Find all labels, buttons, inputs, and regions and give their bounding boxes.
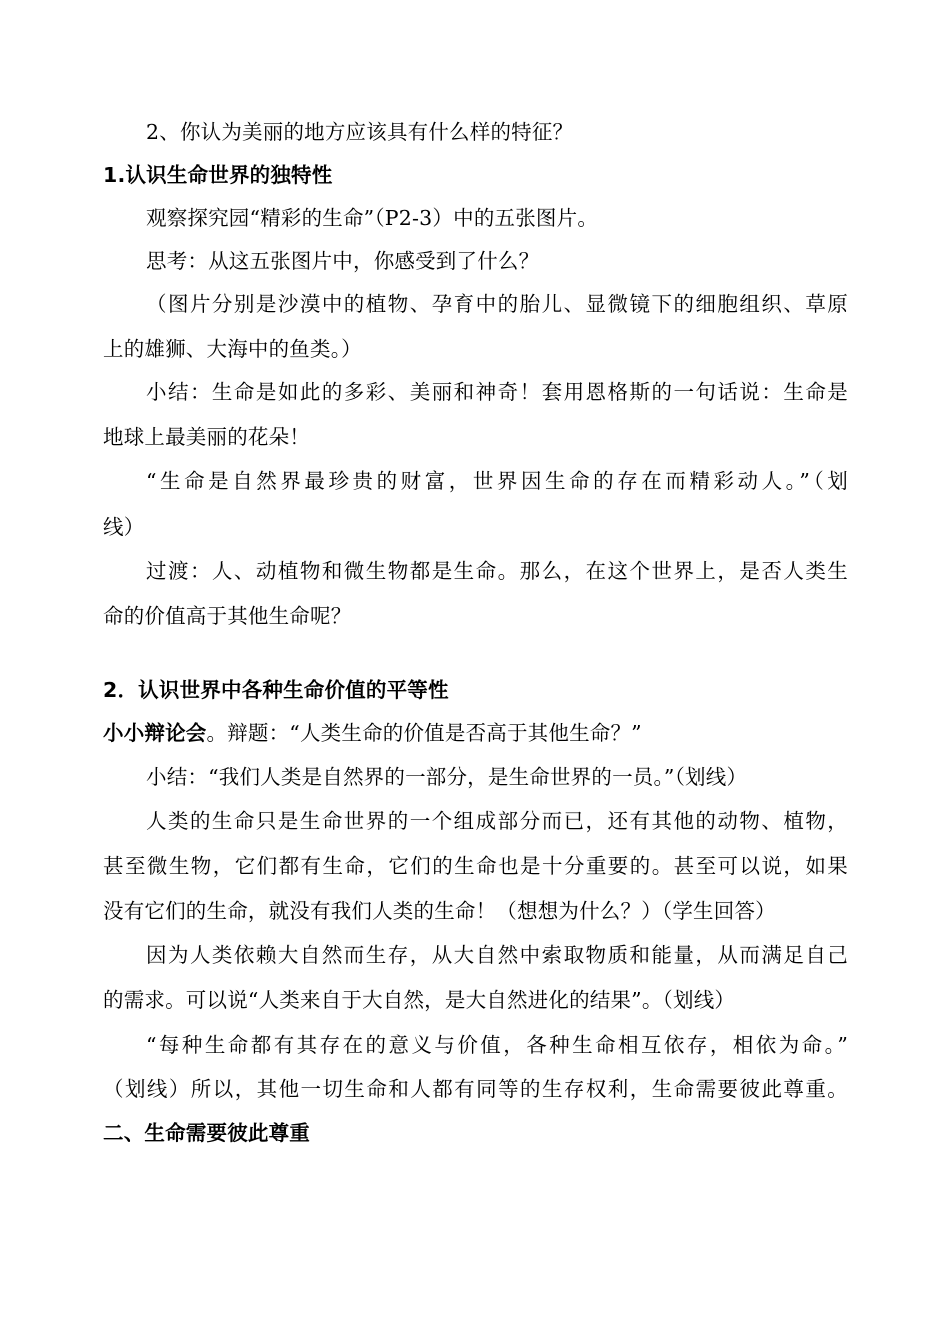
paragraph-nature-line-2: 的需求。可以说“人类来自于大自然，是大自然进化的结果”。（划线） (103, 988, 736, 1012)
debate-topic: 。辩题：“人类生命的价值是否高于其他生命？” (206, 721, 642, 745)
paragraph-transition-line-2: 命的价值高于其他生命呢？ (103, 604, 352, 628)
paragraph-human-life-line-2: 甚至微生物，它们都有生命，它们的生命也是十分重要的。甚至可以说，如果 (103, 854, 848, 878)
paragraph-value-line-2: （划线）所以，其他一切生命和人都有同等的生存权利，生命需要彼此尊重。 (103, 1077, 848, 1101)
paragraph-pictures-line-1: （图片分别是沙漠中的植物、孕育中的胎儿、显微镜下的细胞组织、草原 (146, 292, 848, 316)
paragraph-transition-line-1: 过渡：人、动植物和微生物都是生命。那么，在这个世界上，是否人类生 (146, 559, 848, 583)
paragraph-pictures-line-2: 上的雄狮、大海中的鱼类。） (103, 337, 362, 361)
section-heading-3: 二、生命需要彼此尊重 (103, 1121, 310, 1145)
paragraph-human-life-line-1: 人类的生命只是生命世界的一个组成部分而已，还有其他的动物、植物， (146, 809, 848, 833)
paragraph-summary-2: 小结：“我们人类是自然界的一部分，是生命世界的一员。”（划线） (146, 765, 748, 789)
paragraph-value-line-1: “每种生命都有其存在的意义与价值，各种生命相互依存，相依为命。” (146, 1033, 848, 1057)
paragraph-think: 思考：从这五张图片中，你感受到了什么？ (146, 249, 540, 273)
debate-label: 小小辩论会 (103, 721, 207, 745)
section-heading-1: 1.认识生命世界的独特性 (103, 163, 333, 187)
paragraph-observe: 观察探究园“精彩的生命”（P2-3）中的五张图片。 (146, 206, 599, 230)
paragraph-quote-line-2: 线） (103, 515, 145, 539)
section-heading-2: 2．认识世界中各种生命价值的平等性 (103, 678, 449, 702)
paragraph-human-life-line-3: 没有它们的生命，就没有我们人类的生命！（想想为什么？）（学生回答） (103, 899, 776, 923)
question-2: 2、你认为美丽的地方应该具有什么样的特征？ (146, 120, 574, 144)
paragraph-summary-line-2: 地球上最美丽的花朵！ (103, 425, 310, 449)
paragraph-debate (103, 718, 848, 748)
paragraph-nature-line-1: 因为人类依赖大自然而生存，从大自然中索取物质和能量，从而满足自己 (146, 943, 848, 967)
paragraph-quote-line-1: “生命是自然界最珍贵的财富，世界因生命的存在而精彩动人。”（划 (146, 469, 848, 493)
paragraph-summary-line-1: 小结：生命是如此的多彩、美丽和神奇！套用恩格斯的一句话说：生命是 (146, 380, 848, 404)
